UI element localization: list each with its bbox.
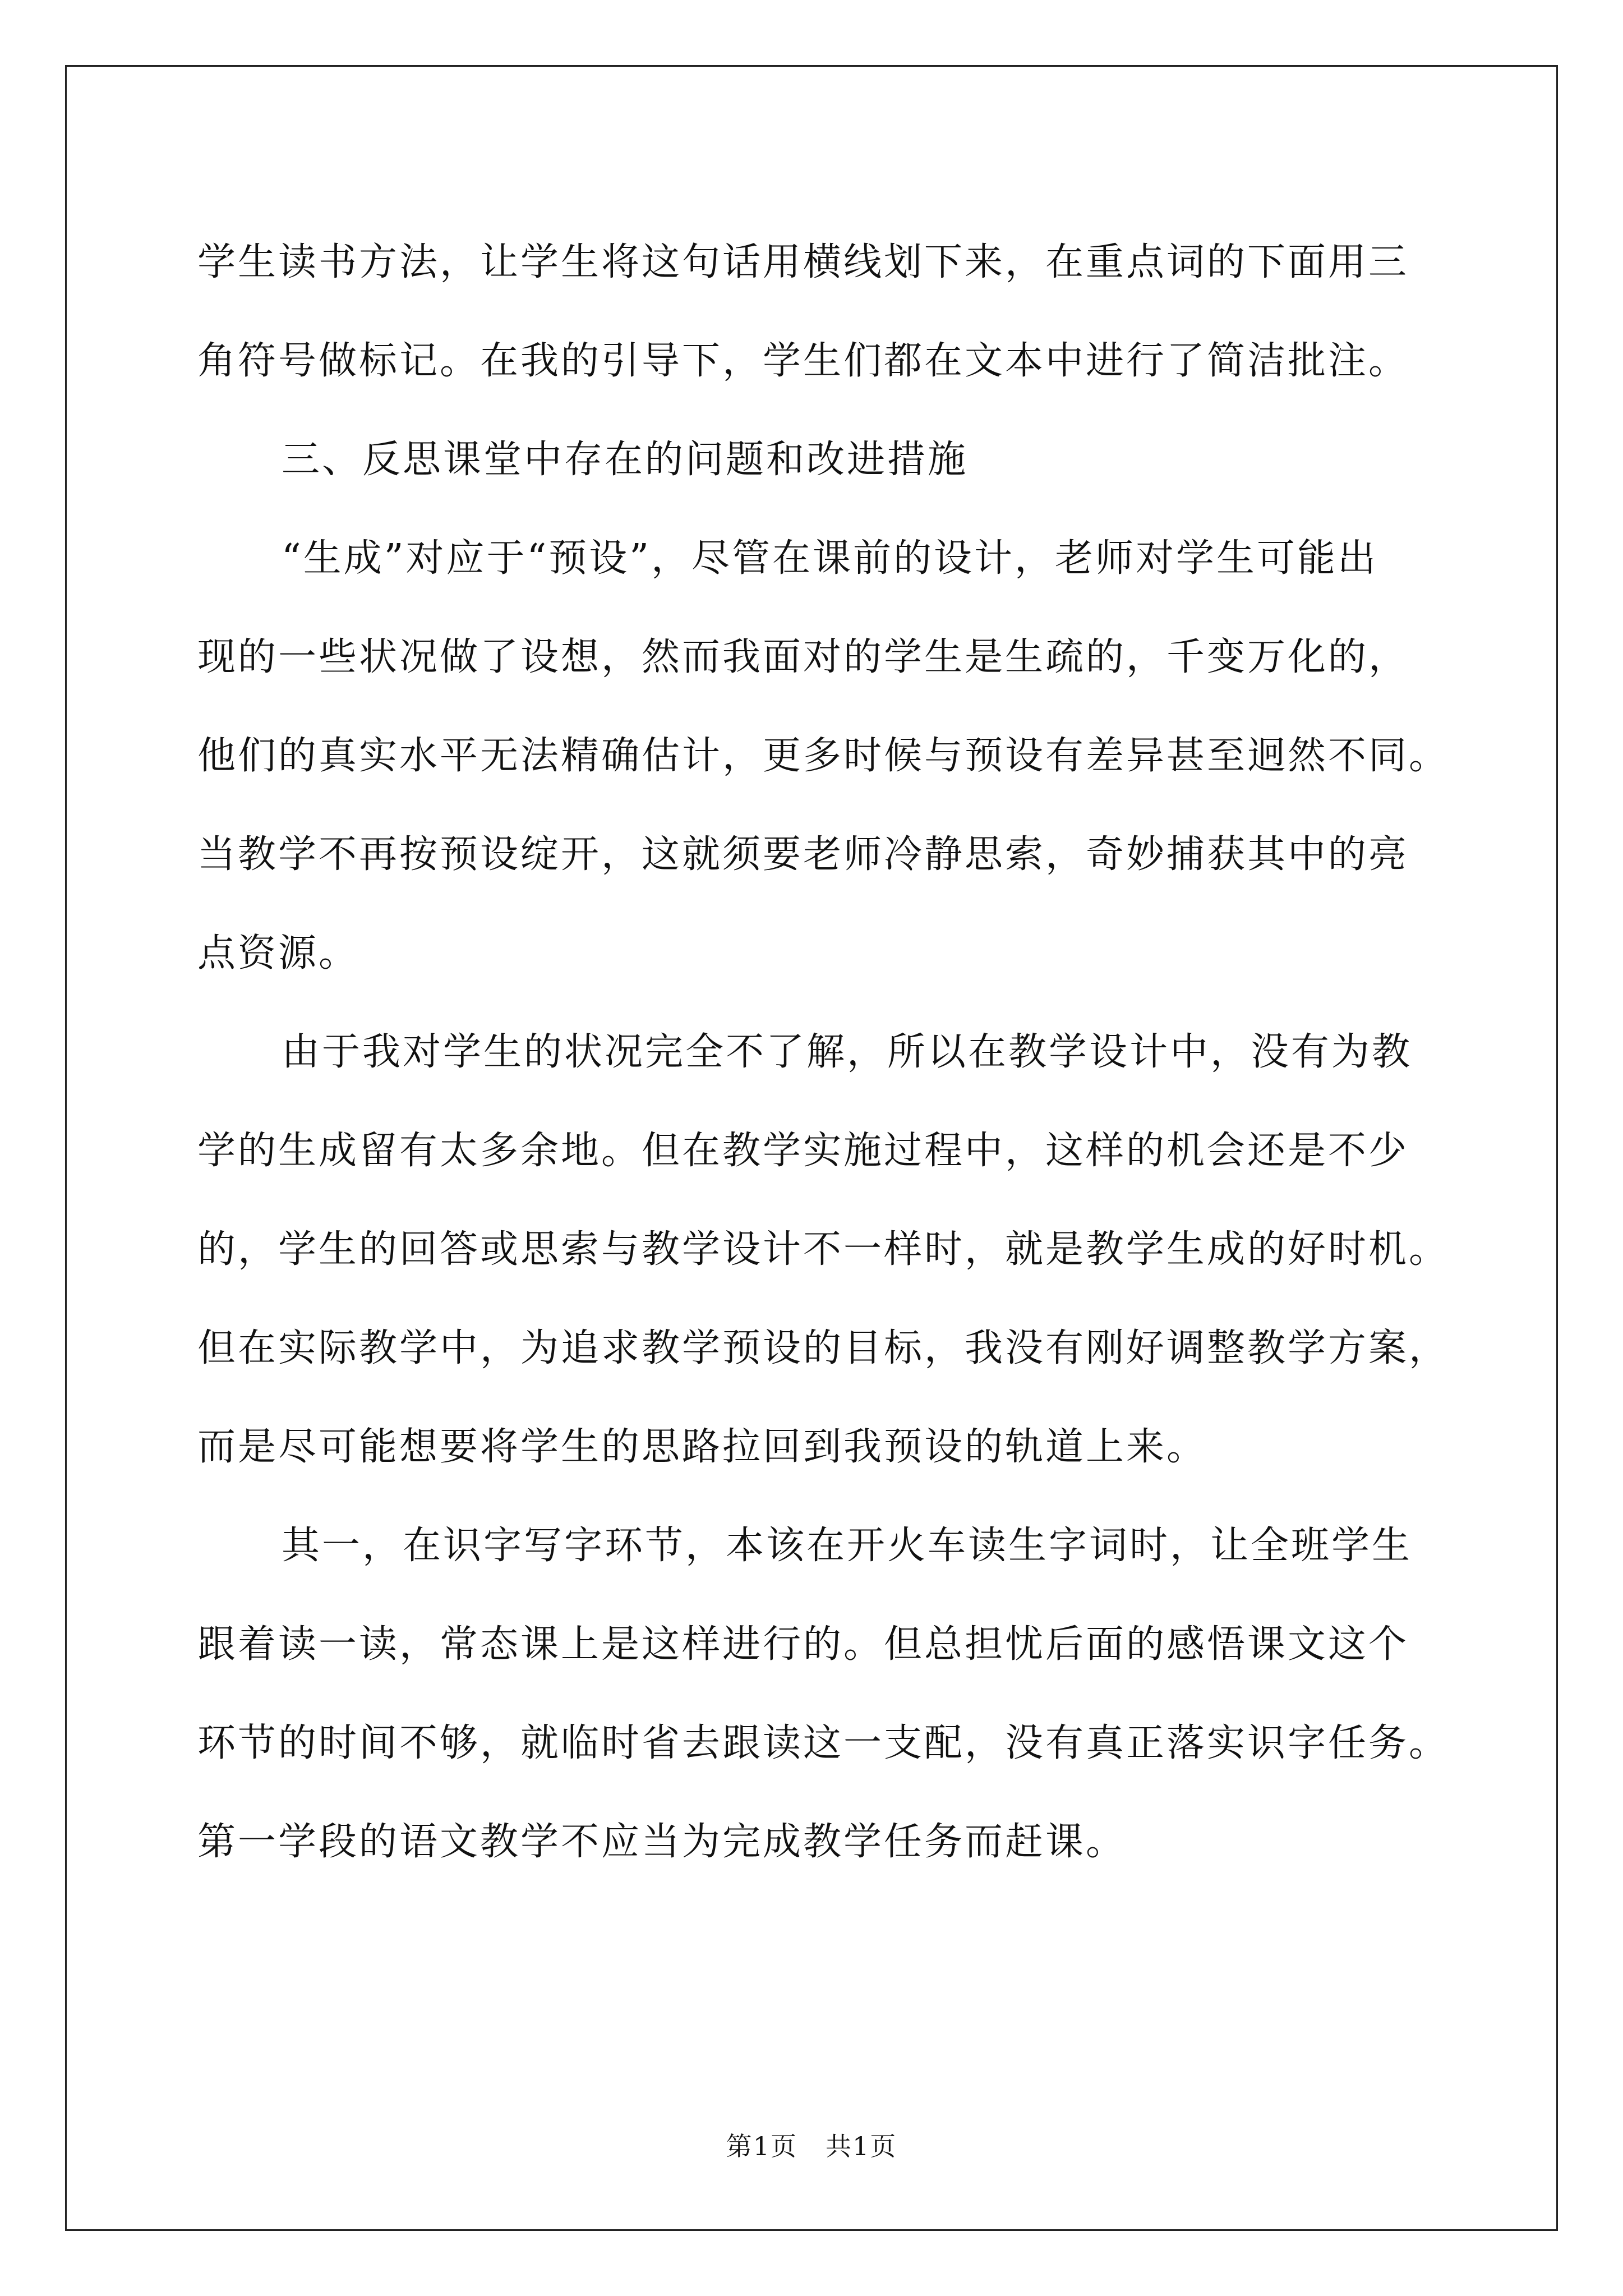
text-line: 学的生成留有太多余地。但在教学实施过程中，这样的机会还是不少	[197, 1129, 1409, 1173]
text-line: 跟着读一读，常态课上是这样进行的。但总担忧后面的感悟课文这个	[197, 1622, 1409, 1667]
text-line: 环节的时间不够，就临时省去跟读这一支配，没有真正落实识字任务。	[197, 1721, 1450, 1765]
text-line: 当教学不再按预设绽开，这就须要老师冷静思索，奇妙捕获其中的亮	[197, 832, 1409, 877]
text-line: 点资源。	[197, 931, 359, 976]
text-line: 其一，在识字写字环节，本该在开火车读生字词时，让全班学生	[282, 1524, 1413, 1568]
text-line: 的，学生的回答或思索与教学设计不一样时，就是教学生成的好时机。	[197, 1227, 1450, 1272]
text-line: 他们的真实水平无法精确估计，更多时候与预设有差异甚至迥然不同。	[197, 734, 1450, 778]
text-line: 第一学段的语文教学不应当为完成教学任务而赶课。	[197, 1820, 1127, 1864]
document-body	[197, 213, 1450, 1892]
page-number: 第1页	[726, 2131, 797, 2161]
page-total: 共1页	[826, 2131, 897, 2161]
text-line: 角符号做标记。在我的引导下，学生们都在文本中进行了简洁批注。	[197, 339, 1409, 383]
text-line: 由于我对学生的状况完全不了解，所以在教学设计中，没有为教	[282, 1030, 1413, 1074]
text-line: 现的一些状况做了设想，然而我面对的学生是生疏的，千变万化的，	[197, 635, 1409, 679]
text-line: 但在实际教学中，为追求教学预设的目标，我没有刚好调整教学方案，	[197, 1326, 1450, 1370]
page-footer	[0, 2126, 1623, 2163]
text-line: 而是尽可能想要将学生的思路拉回到我预设的轨道上来。	[197, 1425, 1207, 1469]
text-line: 学生读书方法，让学生将这句话用横线划下来，在重点词的下面用三	[197, 240, 1409, 284]
section-heading: 三、反思课堂中存在的问题和改进措施	[282, 438, 969, 482]
text-line: “生成”对应于“预设”，尽管在课前的设计，老师对学生可能出	[282, 536, 1378, 581]
